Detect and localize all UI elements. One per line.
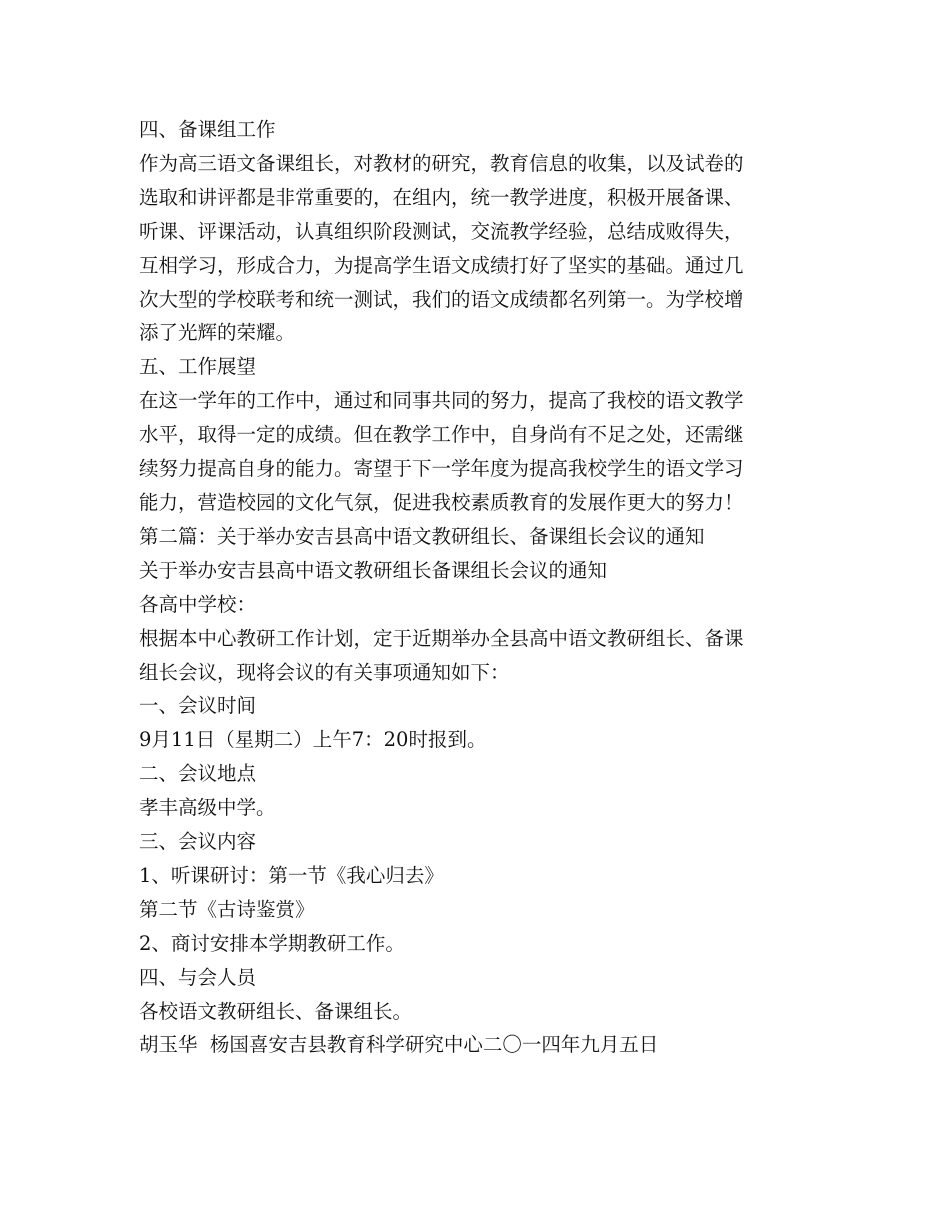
paragraph-line: 次大型的学校联考和统一测试，我们的语文成绩都名列第一。为学校增 (139, 287, 744, 311)
section-heading-attendees: 四、与会人员 (139, 965, 257, 989)
signature-and-date: 胡玉华 杨国喜安吉县教育科学研究中心二〇一四年九月五日 (139, 1033, 659, 1057)
article-title: 第二篇：关于举办安吉县高中语文教研组长、备课组长会议的通知 (139, 524, 705, 548)
paragraph-line: 组长会议，现将会议的有关事项通知如下： (139, 660, 510, 684)
document-body (139, 113, 819, 1062)
meeting-content-item: 2、商讨安排本学期教研工作。 (139, 931, 405, 955)
section-heading-meeting-place: 二、会议地点 (139, 762, 257, 786)
section-heading-preparation-group: 四、备课组工作 (139, 118, 276, 141)
paragraph-line: 在这一学年的工作中，通过和同事共同的努力，提高了我校的语文教学 (139, 389, 744, 413)
paragraph-line: 根据本中心教研工作计划，定于近期举办全县高中语文教研组长、备课 (139, 626, 744, 650)
meeting-content-item: 1、听课研讨：第一节《我心归去》 (139, 863, 444, 887)
paragraph-line: 添了光辉的荣耀。 (139, 321, 296, 345)
notice-salutation: 各高中学校： (139, 592, 257, 616)
attendees-value: 各校语文教研组长、备课组长。 (139, 999, 413, 1023)
notice-title: 关于举办安吉县高中语文教研组长备课组长会议的通知 (139, 558, 608, 582)
paragraph-line: 续努力提高自身的能力。寄望于下一学年度为提高我校学生的语文学习 (139, 457, 744, 481)
meeting-place-value: 孝丰高级中学。 (139, 796, 276, 820)
paragraph-line: 能力，营造校园的文化气氛，促进我校素质教育的发展作更大的努力！ (139, 490, 744, 514)
paragraph-line: 选取和讲评都是非常重要的，在组内，统一教学进度，积极开展备课、 (139, 185, 744, 209)
meeting-content-item: 第二节《古诗鉴赏》 (139, 897, 315, 921)
paragraph-line: 听课、评课活动，认真组织阶段测试，交流教学经验，总结成败得失， (139, 219, 744, 243)
section-heading-meeting-time: 一、会议时间 (139, 694, 257, 718)
section-heading-meeting-content: 三、会议内容 (139, 830, 257, 854)
meeting-time-value: 9月11日（星期二）上午7：20时报到。 (139, 728, 487, 752)
paragraph-line: 水平，取得一定的成绩。但在教学工作中，自身尚有不足之处，还需继 (139, 423, 744, 447)
paragraph-line: 互相学习，形成合力，为提高学生语文成绩打好了坚实的基础。通过几 (139, 253, 744, 277)
section-heading-outlook: 五、工作展望 (139, 355, 257, 379)
paragraph-line: 作为高三语文备课组长，对教材的研究，教育信息的收集，以及试卷的 (139, 151, 744, 175)
